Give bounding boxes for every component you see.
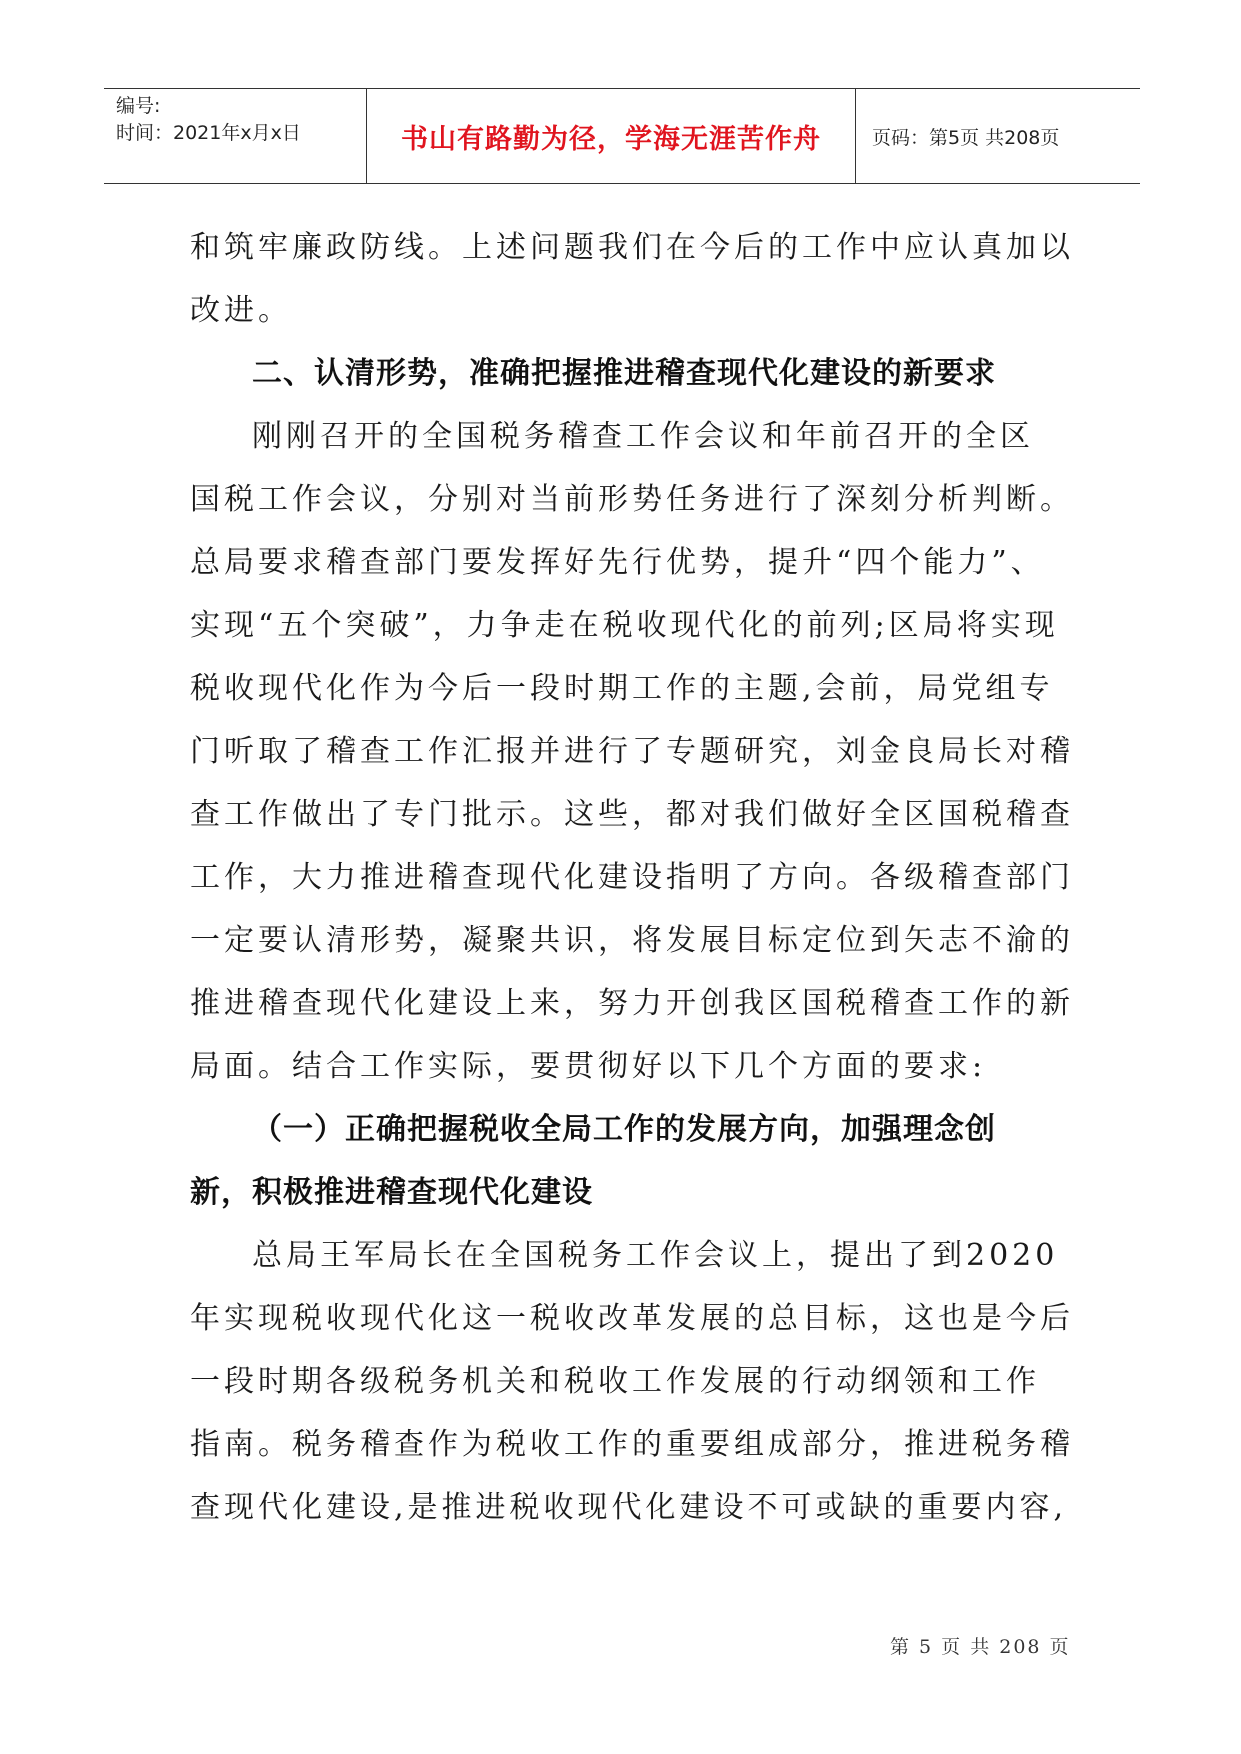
paragraph-line: 门听取了稽查工作汇报并进行了专题研究，刘金良局长对稽: [190, 734, 1074, 769]
paragraph-line: 实现“五个突破”，力争走在税收现代化的前列;区局将实现: [190, 608, 1059, 643]
header-meta: [104, 89, 366, 183]
paragraph-line: 总局王军局长在全国税务工作会议上，提出了到2020: [252, 1238, 1059, 1273]
paragraph-line: 总局要求稽查部门要发挥好先行优势，提升“四个能力”、: [190, 545, 1045, 580]
page-header: [104, 88, 1140, 184]
motto-text: 书山有路勤为径，学海无涯苦作舟: [401, 123, 821, 155]
paragraph-line: 国税工作会议，分别对当前形势任务进行了深刻分析判断。: [190, 482, 1074, 517]
page-info-text: 页码：第5页 共208页: [872, 126, 1060, 149]
paragraph-line: 查现代化建设,是推进税收现代化建设不可或缺的重要内容,: [190, 1490, 1068, 1525]
page-footer: [890, 1632, 1071, 1659]
time-label: 时间：2021年x月x日: [116, 122, 301, 144]
section-heading-line: 新，积极推进稽查现代化建设: [190, 1175, 593, 1210]
header-motto-cell: [366, 89, 856, 183]
document-body: [190, 216, 1074, 1539]
paragraph-line: 改进。: [190, 293, 292, 328]
paragraph-line: 和筑牢廉政防线。上述问题我们在今后的工作中应认真加以: [190, 230, 1074, 265]
paragraph-line: 指南。税务稽查作为税收工作的重要组成部分，推进税务稽: [190, 1427, 1074, 1462]
paragraph-line: 工作，大力推进稽查现代化建设指明了方向。各级稽查部门: [190, 860, 1074, 895]
number-label: 编号:: [116, 95, 161, 117]
paragraph-line: 一定要认清形势，凝聚共识，将发展目标定位到矢志不渝的: [190, 923, 1074, 958]
paragraph-line: 年实现税收现代化这一税收改革发展的总目标，这也是今后: [190, 1301, 1074, 1336]
paragraph-line: 税收现代化作为今后一段时期工作的主题,会前，局党组专: [190, 671, 1054, 706]
paragraph-line: 局面。结合工作实际，要贯彻好以下几个方面的要求:: [190, 1049, 987, 1084]
section-heading-line: （一）正确把握税收全局工作的发展方向，加强理念创: [252, 1112, 996, 1147]
section-heading-line: 二、认清形势，准确把握推进稽查现代化建设的新要求: [252, 356, 996, 391]
header-page-info: [856, 89, 1140, 183]
footer-page-number: 第 5 页 共 208 页: [890, 1636, 1071, 1658]
paragraph-line: 查工作做出了专门批示。这些，都对我们做好全区国税稽查: [190, 797, 1074, 832]
paragraph-line: 一段时期各级税务机关和税收工作发展的行动纲领和工作: [190, 1364, 1040, 1399]
paragraph-line: 推进稽查现代化建设上来，努力开创我区国税稽查工作的新: [190, 986, 1074, 1021]
paragraph-line: 刚刚召开的全国税务稽查工作会议和年前召开的全区: [252, 419, 1034, 454]
